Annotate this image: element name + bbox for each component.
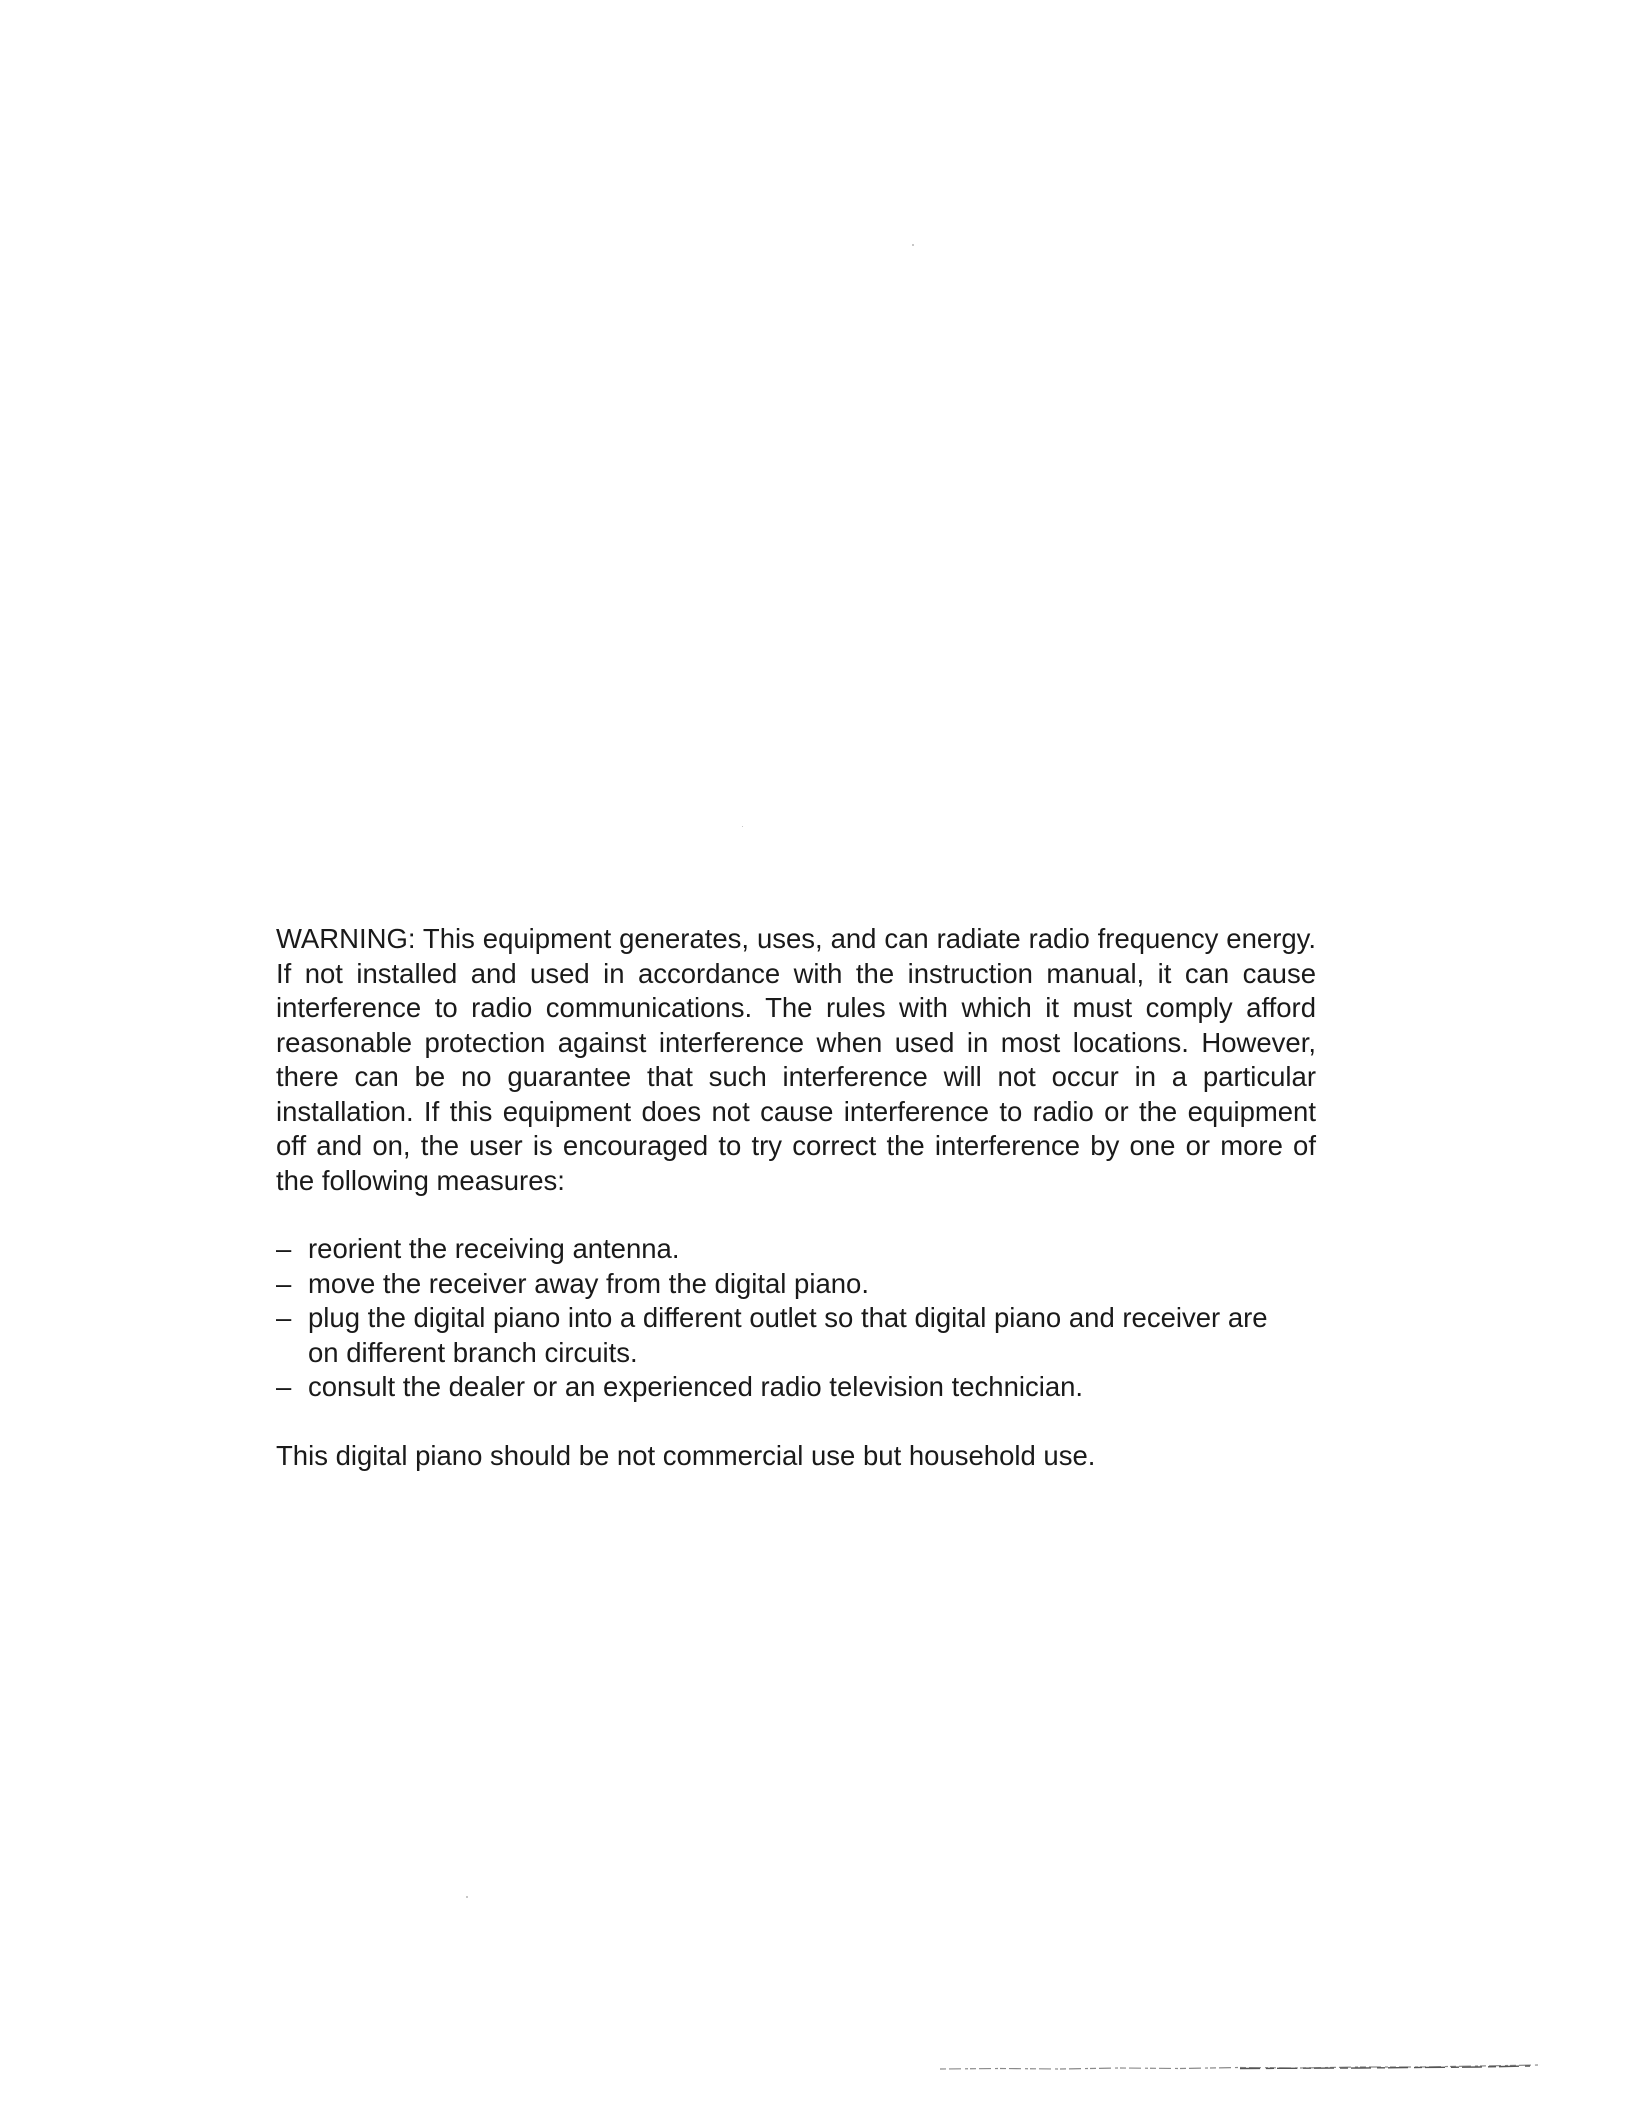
fcc-warning-notice bbox=[276, 922, 1316, 1473]
list-item bbox=[276, 1370, 1276, 1405]
household-use-statement: This digital piano should be not commercial use but household use. bbox=[276, 1439, 1096, 1471]
measure-text: move the receiver away from the digital piano. bbox=[308, 1267, 869, 1299]
measure-text: plug the digital piano into a different outlet so that digital piano and receiver are on different branch circuits. bbox=[308, 1302, 1268, 1368]
list-item bbox=[276, 1232, 1276, 1267]
list-dash: – bbox=[276, 1302, 292, 1333]
list-dash: – bbox=[276, 1233, 292, 1264]
interference-measures-list bbox=[276, 1232, 1276, 1405]
scan-speck bbox=[742, 826, 743, 827]
list-item bbox=[276, 1267, 1276, 1302]
scan-speck bbox=[466, 1896, 468, 1898]
list-dash: – bbox=[276, 1267, 292, 1299]
list-dash: – bbox=[276, 1371, 292, 1402]
measure-text: reorient the receiving antenna. bbox=[308, 1233, 680, 1264]
warning-paragraph: WARNING: This equipment generates, uses, and can radiate radio frequency energy. If not installed and used in accordance with the instruction manual, it can cause interference to radio communications. The rules with which it must comply afford reasonable protection against interference when used in most locations. However, there can be no guarantee that such interference will not occur in a particular installation. If this equipment does not cause interference to radio or the equipment off and on, the user is encouraged to try correct the interference by one or more of the following measures: bbox=[276, 923, 1316, 1196]
measure-text: consult the dealer or an experienced radio television technician. bbox=[308, 1371, 1084, 1402]
scan-speck bbox=[912, 244, 914, 246]
list-item bbox=[276, 1301, 1276, 1370]
scan-edge-noise bbox=[940, 2062, 1540, 2072]
